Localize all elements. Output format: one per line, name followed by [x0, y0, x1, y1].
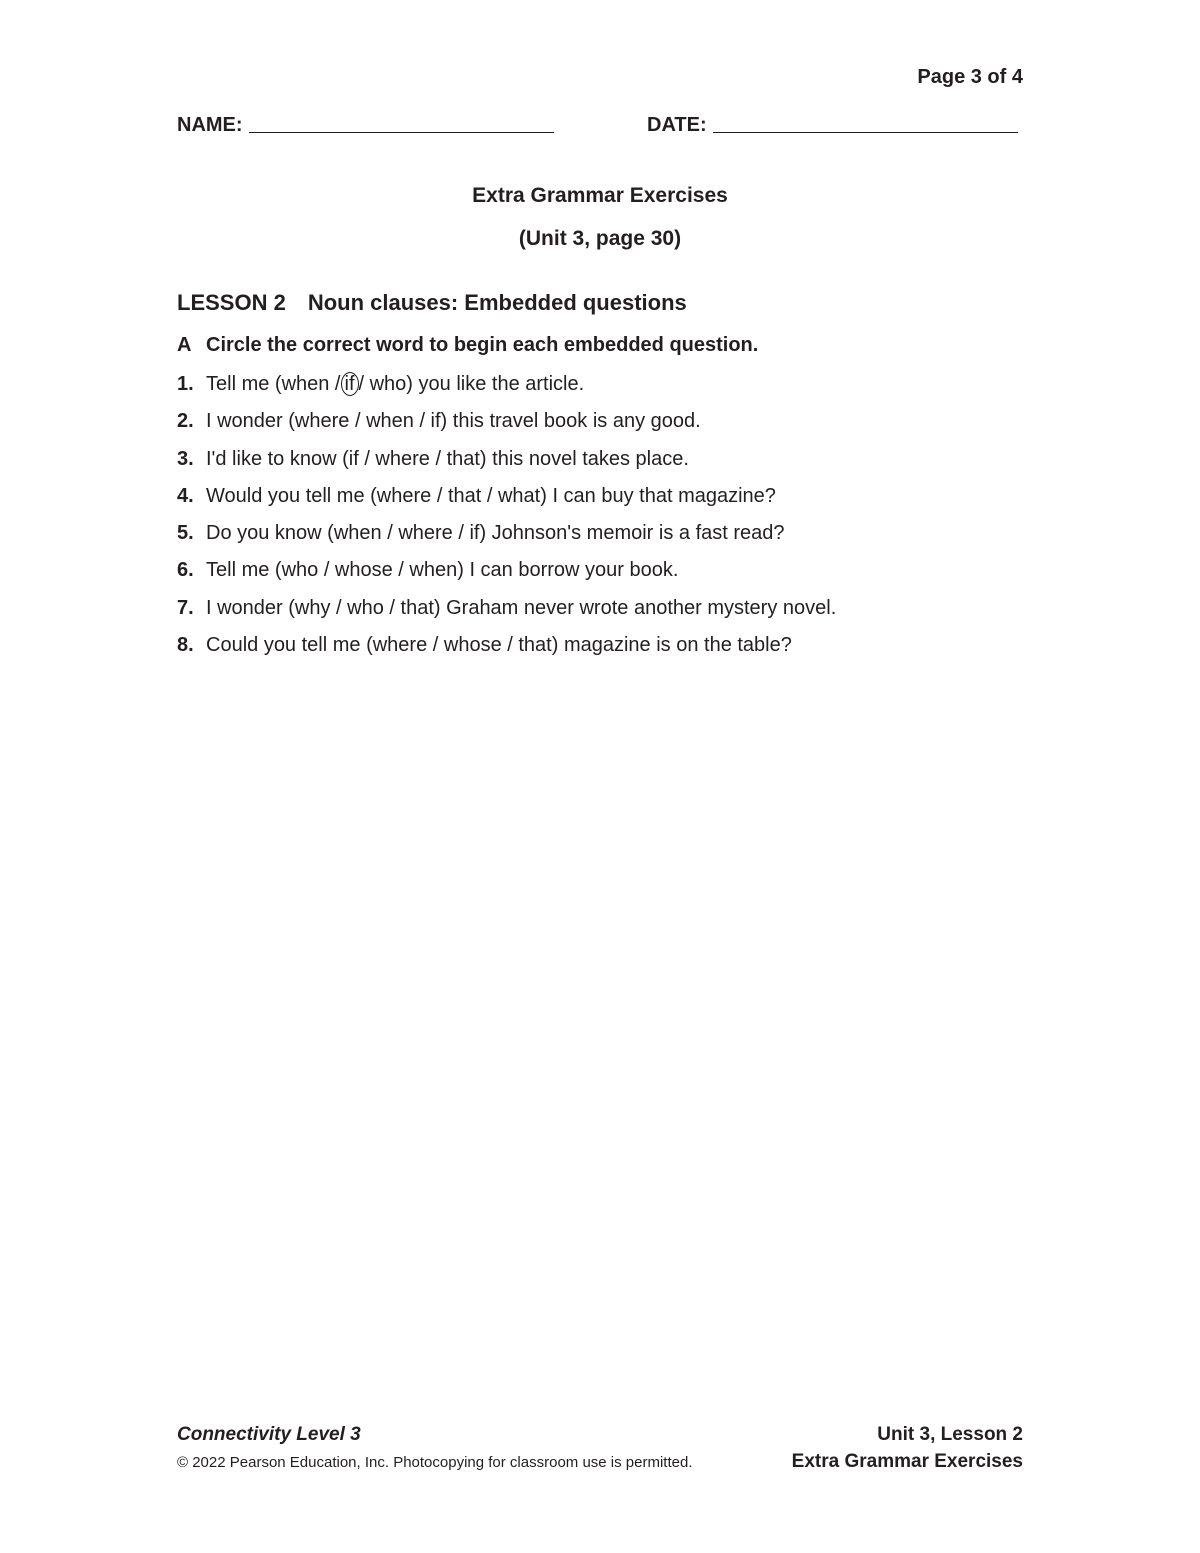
item-text-after: / who) you like the article. — [358, 373, 585, 395]
item-number: 3. — [177, 447, 194, 470]
footer-copyright: © 2022 Pearson Education, Inc. Photocopying for classroom use is permitted. — [177, 1454, 693, 1471]
item-text: I wonder (where / when / if) this travel book is any good. — [206, 410, 701, 433]
lesson-topic: Noun clauses: Embedded questions — [307, 290, 687, 315]
item-text: I'd like to know (if / where / that) this novel takes place. — [206, 447, 689, 470]
date-field — [647, 112, 1018, 138]
item-number: 6. — [177, 559, 194, 582]
name-label: NAME: — [177, 114, 243, 136]
exercise-item — [177, 632, 1037, 669]
document-subtitle: (Unit 3, page 30) — [518, 227, 682, 250]
item-number: 1. — [177, 373, 194, 395]
exercise-item — [177, 446, 1037, 483]
name-field — [177, 112, 554, 138]
footer-section: Extra Grammar Exercises — [791, 1451, 1023, 1472]
item-text: Do you know (when / where / if) Johnson's memoir is a fast read? — [206, 522, 785, 545]
name-blank-line — [249, 132, 554, 133]
exercise-item — [177, 483, 1037, 520]
item-text: Could you tell me (where / whose / that) magazine is on the table? — [206, 634, 792, 657]
item-text: I wonder (why / who / that) Graham never wrote another mystery novel. — [206, 596, 837, 619]
exercise-item — [177, 371, 1037, 408]
lesson-heading — [177, 290, 687, 316]
item-number: 5. — [177, 522, 194, 545]
exercise-item — [177, 520, 1037, 557]
item-text-before: Tell me (when / — [206, 373, 341, 395]
footer-book-title: Connectivity Level 3 — [177, 1424, 361, 1445]
exercise-letter: A — [177, 334, 192, 356]
item-number: 4. — [177, 484, 194, 507]
instruction-text: Circle the correct word to begin each embedded question. — [206, 334, 759, 356]
lesson-label: LESSON 2 — [177, 290, 286, 315]
date-blank-line — [713, 132, 1018, 133]
exercise-item — [177, 595, 1037, 632]
item-text: Would you tell me (where / that / what) I can buy that magazine? — [206, 484, 776, 507]
item-number: 8. — [177, 634, 194, 657]
item-text: Tell me (who / whose / when) I can borrow your book. — [206, 559, 679, 582]
footer-unit-lesson: Unit 3, Lesson 2 — [877, 1424, 1023, 1445]
date-label: DATE: — [647, 114, 707, 136]
student-info-row — [177, 112, 1025, 142]
exercise-instruction — [177, 334, 758, 357]
exercise-item — [177, 557, 1037, 594]
item-number: 7. — [177, 596, 194, 619]
document-title: Extra Grammar Exercises — [472, 184, 728, 207]
item-number: 2. — [177, 410, 194, 433]
exercise-item — [177, 408, 1037, 445]
page-number: Page 3 of 4 — [917, 66, 1023, 88]
exercise-list — [177, 371, 1037, 669]
circled-answer: if — [341, 372, 359, 396]
